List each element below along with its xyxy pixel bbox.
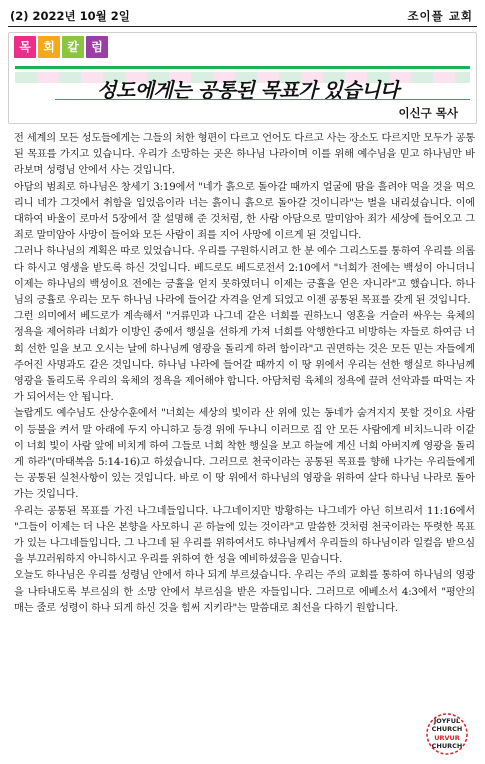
column-article: [14, 131, 475, 617]
article-paragraph: 놀랍게도 예수님도 산상수훈에서 "너희는 세상의 빛이라 산 위에 있는 동네가 숨겨지지 못할 것이요 사람이 등불을 켜서 말 아래에 두지 아니하고 등경 위에 두나니 이러므로 집 안 모든 사람에게 비치느니라 이같이 너희 빛이 사람 앞에 비치게 하여 그들로 너희 착한 행실을 보고 하늘에 계신 너희 아버지께 영광을 돌리게 하라"(마태복음 5:14-16)고 하셨습니다. 그러므로 천국이라는 공통된 목표를 향해 나가는 우리들에게는 공통된 실천사항이 있는 것입니다. 바로 이 땅 위에서 하나님의 영광을 위하여 살다 하나님 나라로 돌아가는 것입니다.: [14, 408, 475, 501]
logo-text: CHURCH: [431, 725, 463, 733]
article-paragraph: 그런 의미에서 베드로가 계속해서 "거류민과 나그네 같은 너희를 권하노니 영혼을 거슬러 싸우는 육체의 정욕을 제어하라 너희가 이방인 중에서 행실을 선하게 가져 너희를 악행한다고 비방하는 자들로 하여금 너희 선한 일을 보고 오시는 날에 하나님께 영광을 돌리게 하려 함이라"고 권면하는 것은 모든 믿는 자들에게 주어진 사명과도 같은 것입니다. 하나님 나라에 들어갈 때까지 이 땅 위에서 우리는 선한 행실로 하나님께 영광을 돌리도록 우리의 육체의 정욕을 제어해야 합니다. 아담처럼 육체의 정욕에 끌려 선악과를 따먹는 자가 되어서는 안 됩니다.: [14, 311, 475, 404]
banner-green-bar: [15, 66, 470, 69]
label-tile: 회: [38, 36, 60, 58]
article-paragraph: 전 세계의 모든 성도들에게는 그들의 처한 형편이 다르고 언어도 다르고 사는 장소도 다르지만 모두가 공통된 목표를 가지고 있습니다. 우리가 소망하는 곳은 하나님 나라이며 이를 위해 예수님을 믿고 하나님만 바라보며 성령님 안에서 사는 것입니다.: [14, 133, 475, 177]
sermon-title: 성도에게는 공통된 목표가 있습니다: [97, 78, 399, 102]
logo-text: JOYFUL: [433, 717, 461, 725]
church-logo-icon: [423, 710, 471, 758]
article-paragraph: 오늘도 하나님은 우리를 성령님 안에서 하나 되게 부르셨습니다. 우리는 주의 교회를 통하여 하나님의 영광을 나타내도록 부르심의 한 소망 안에서 부르심을 받은 자들입니다. 그러므로 에베소서 4:3에서 "평안의 매는 줄로 성령이 하나 되게 하신 것을 힘써 지키라"는 말씀대로 최선을 다하기 원합니다.: [14, 570, 475, 614]
column-label-tiles: [14, 36, 108, 58]
article-paragraph: 그러나 하나님의 계획은 따로 있었습니다. 우리를 구원하시려고 한 분 예수 그리스도를 통하여 우리를 의롭다 하시고 영생을 받도록 하신 것입니다. 베드로도 베드로전서 2:10에서 "너희가 전에는 백성이 아니더니 이제는 하나님의 백성이요 전에는 긍휼을 얻지 못하였더니 이제는 긍휼을 얻은 자니라"고 했습니다. 하나님의 긍휼로 우리는 모두 하나님 나라에 들어갈 자격을 얻게 되었고 이젠 공통된 목표를 갖게 된 것입니다.: [14, 246, 475, 307]
column-banner: [8, 32, 477, 124]
header-rule: [8, 26, 477, 27]
author-name: 이신구 목사: [398, 106, 458, 120]
church-name: 조이플 교회: [407, 9, 473, 23]
label-tile: 목: [14, 36, 36, 58]
issue-date: (2) 2022년 10월 2일: [10, 9, 130, 23]
logo-text: URVUR: [434, 734, 460, 742]
label-tile: 럼: [86, 36, 108, 58]
logo-text: CHURCH: [431, 742, 463, 750]
page-header: [8, 5, 477, 25]
title-underline: [55, 99, 470, 100]
label-tile: 칼: [62, 36, 84, 58]
article-paragraph: 우리는 공통된 목표를 가진 나그네들입니다. 나그네이지만 방황하는 나그네가 아닌 히브리서 11:16에서 "그들이 이제는 더 나은 본향을 사모하니 곧 하늘에 있는 것이라"고 말씀한 것처럼 천국이라는 뚜렷한 목표가 있는 나그네들입니다. 그 나그네 된 우리를 위하여서도 하나님께서 우리들의 하나님이라 일컬음 받으심을 부끄러워하지 아니하시고 우리를 위하여 한 성을 예비하셨음을 믿습니다.: [14, 505, 475, 566]
article-paragraph: 아담의 범죄로 하나님은 창세기 3:19에서 "네가 흙으로 돌아갈 때까지 얼굴에 땀을 흘려야 먹을 것을 먹으리니 네가 그것에서 취함을 입었음이라 너는 흙이니 흙으로 돌아갈 것이니라"는 벌을 내리셨습니다. 이에 대하여 바울이 로마서 5장에서 잘 설명해 준 것처럼, 한 사람 아담으로 말미암아 죄가 세상에 들어오고 그 죄로 말미암아 사망이 들어와 모든 사람이 죄를 지어 사망에 이르게 된 것입니다.: [14, 181, 475, 242]
